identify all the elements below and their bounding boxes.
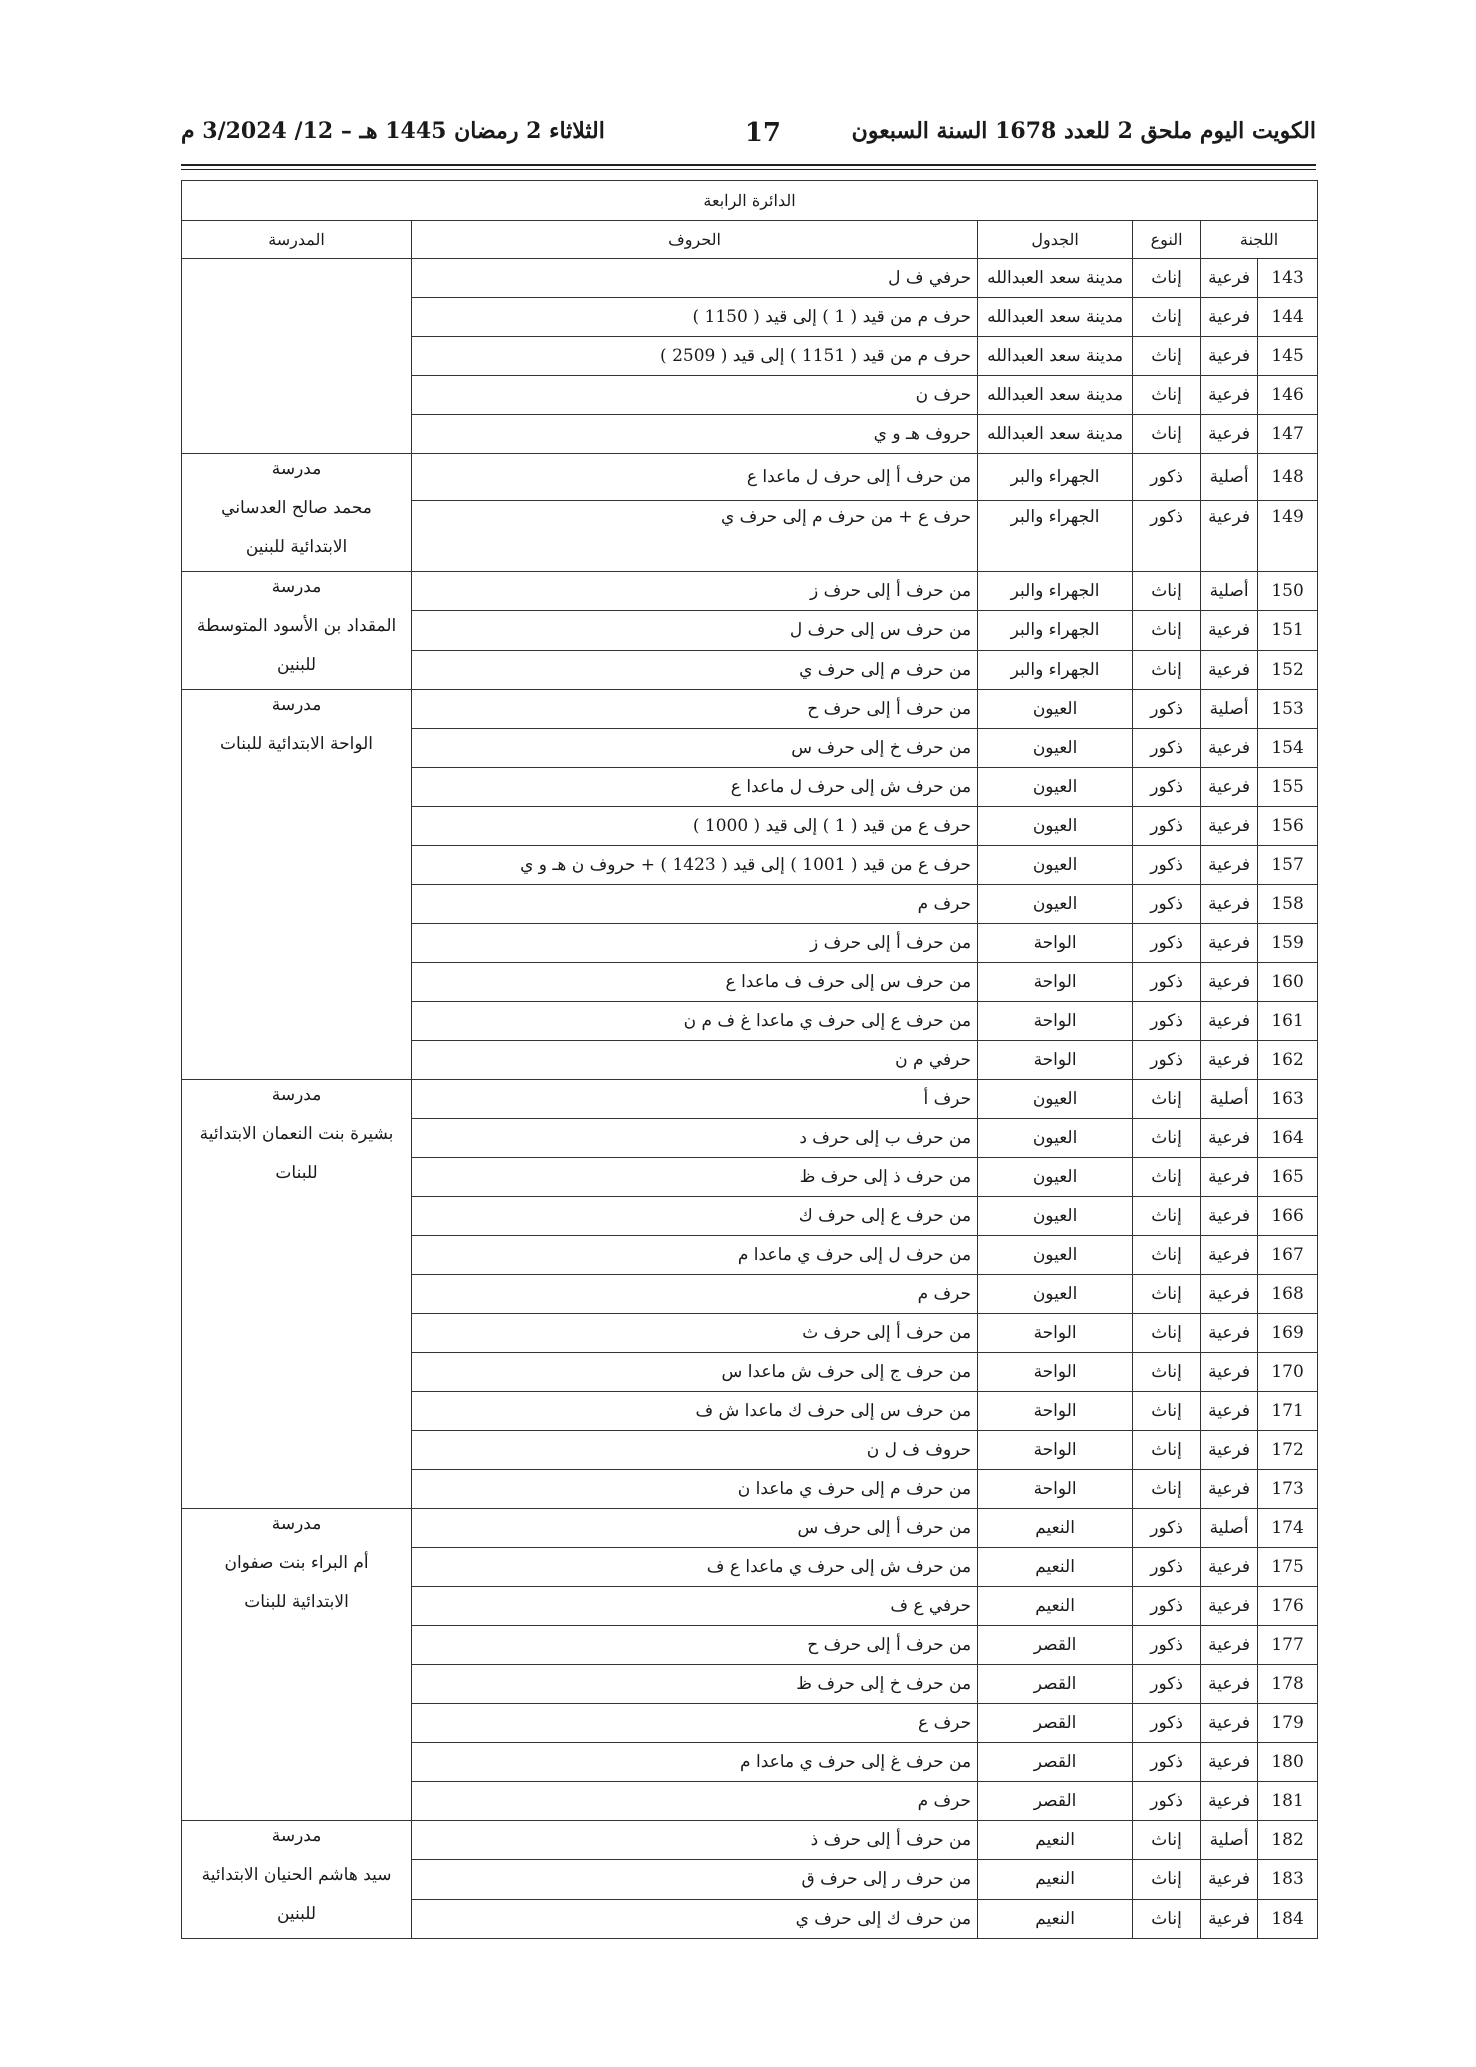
schedule-name: العيون	[978, 1275, 1133, 1314]
committee-kind: أصلية	[1201, 1821, 1258, 1860]
letters-range: حرف م من قيد ( 1 ) إلى قيد ( 1150 )	[412, 298, 978, 337]
schedule-name: النعيم	[978, 1821, 1133, 1860]
school-cell	[182, 1080, 412, 1509]
committee-number: 156	[1258, 807, 1318, 846]
voter-gender: إناث	[1133, 1314, 1201, 1353]
school-name-line: المقداد بن الأسود المتوسطة	[196, 616, 397, 636]
letters-range: من حرف س إلى حرف ك ماعدا ش ف	[412, 1392, 978, 1431]
table-row	[182, 1080, 1318, 1119]
committee-kind: فرعية	[1201, 337, 1258, 376]
schedule-name: العيون	[978, 885, 1133, 924]
committee-number: 164	[1258, 1119, 1318, 1158]
letters-range: من حرف خ إلى حرف س	[412, 729, 978, 768]
voter-gender: ذكور	[1133, 690, 1201, 729]
committee-number: 158	[1258, 885, 1318, 924]
committee-kind: فرعية	[1201, 1626, 1258, 1665]
letters-range: من حرف غ إلى حرف ي ماعدا م	[412, 1743, 978, 1782]
committee-kind: فرعية	[1201, 1860, 1258, 1899]
schedule-name: الواحة	[978, 924, 1133, 963]
voter-gender: ذكور	[1133, 1041, 1201, 1080]
voter-gender: ذكور	[1133, 1743, 1201, 1782]
voter-gender: ذكور	[1133, 1548, 1201, 1587]
committee-number: 151	[1258, 611, 1318, 650]
header-rule-thin	[181, 169, 1316, 170]
letters-range: من حرف أ إلى حرف ح	[412, 690, 978, 729]
page-header	[181, 118, 1316, 158]
schedule-name: مدينة سعد العبدالله	[978, 376, 1133, 415]
committee-number: 160	[1258, 963, 1318, 1002]
schedule-name: مدينة سعد العبدالله	[978, 337, 1133, 376]
section-title: الدائرة الرابعة	[182, 181, 1318, 221]
table-row	[182, 259, 1318, 298]
committee-kind: أصلية	[1201, 690, 1258, 729]
letters-range: حرف ع	[412, 1704, 978, 1743]
school-name-line: الابتدائية للبنات	[244, 1592, 349, 1612]
column-header-letters: الحروف	[412, 221, 978, 259]
letters-range: من حرف خ إلى حرف ظ	[412, 1665, 978, 1704]
letters-range: من حرف م إلى حرف ي	[412, 650, 978, 689]
voter-gender: إناث	[1133, 1392, 1201, 1431]
voter-gender: إناث	[1133, 337, 1201, 376]
letters-range: من حرف ك إلى حرف ي	[412, 1899, 978, 1938]
committee-number: 183	[1258, 1860, 1318, 1899]
school-name-line: مدرسة	[271, 1826, 322, 1846]
voter-gender: ذكور	[1133, 1782, 1201, 1821]
column-header-committee: اللجنة	[1201, 221, 1318, 259]
voter-gender: إناث	[1133, 1197, 1201, 1236]
committee-kind: فرعية	[1201, 807, 1258, 846]
schedule-name: العيون	[978, 846, 1133, 885]
committee-number: 147	[1258, 415, 1318, 454]
table-body	[182, 259, 1318, 1939]
committee-kind: فرعية	[1201, 1392, 1258, 1431]
voter-gender: إناث	[1133, 572, 1201, 611]
letters-range: من حرف أ إلى حرف ذ	[412, 1821, 978, 1860]
voter-gender: إناث	[1133, 1236, 1201, 1275]
committee-number: 162	[1258, 1041, 1318, 1080]
schedule-name: العيون	[978, 1236, 1133, 1275]
letters-range: من حرف م إلى حرف ي ماعدا ن	[412, 1470, 978, 1509]
schedule-name: الجهراء والبر	[978, 454, 1133, 501]
letters-range: من حرف ذ إلى حرف ظ	[412, 1158, 978, 1197]
letters-range: من حرف أ إلى حرف س	[412, 1509, 978, 1548]
schedule-name: الجهراء والبر	[978, 650, 1133, 689]
schedule-name: النعيم	[978, 1860, 1133, 1899]
schedule-name: القصر	[978, 1743, 1133, 1782]
committee-number: 169	[1258, 1314, 1318, 1353]
letters-range: من حرف ب إلى حرف د	[412, 1119, 978, 1158]
committee-number: 170	[1258, 1353, 1318, 1392]
schedule-name: القصر	[978, 1665, 1133, 1704]
table-row	[182, 690, 1318, 729]
letters-range: من حرف ش إلى حرف ل ماعدا ع	[412, 768, 978, 807]
voter-gender: إناث	[1133, 611, 1201, 650]
committee-kind: فرعية	[1201, 1704, 1258, 1743]
letters-range: من حرف ع إلى حرف ك	[412, 1197, 978, 1236]
table-row	[182, 454, 1318, 501]
school-name-line: للبنين	[276, 1904, 317, 1924]
school-name-line: الابتدائية للبنين	[245, 537, 348, 557]
committee-number: 184	[1258, 1899, 1318, 1938]
committee-kind: فرعية	[1201, 415, 1258, 454]
schedule-name: العيون	[978, 807, 1133, 846]
committee-kind: فرعية	[1201, 611, 1258, 650]
voter-gender: ذكور	[1133, 768, 1201, 807]
schedule-name: القصر	[978, 1782, 1133, 1821]
column-header-school: المدرسة	[182, 221, 412, 259]
school-cell	[182, 1509, 412, 1821]
committee-kind: فرعية	[1201, 768, 1258, 807]
committee-number: 177	[1258, 1626, 1318, 1665]
committee-number: 143	[1258, 259, 1318, 298]
voter-gender: إناث	[1133, 1119, 1201, 1158]
voter-gender: ذكور	[1133, 729, 1201, 768]
letters-range: حروف ف ل ن	[412, 1431, 978, 1470]
committee-number: 157	[1258, 846, 1318, 885]
committee-kind: فرعية	[1201, 924, 1258, 963]
committee-number: 180	[1258, 1743, 1318, 1782]
letters-range: حرف م	[412, 1275, 978, 1314]
school-name-line: مدرسة	[271, 577, 322, 597]
letters-range: من حرف ج إلى حرف ش ماعدا س	[412, 1353, 978, 1392]
committee-number: 144	[1258, 298, 1318, 337]
school-name-line: أم البراء بنت صفوان	[224, 1553, 369, 1573]
voter-gender: إناث	[1133, 415, 1201, 454]
committee-number: 145	[1258, 337, 1318, 376]
table-row	[182, 1509, 1318, 1548]
voter-gender: إناث	[1133, 1431, 1201, 1470]
committee-number: 159	[1258, 924, 1318, 963]
committee-number: 148	[1258, 454, 1318, 501]
schedule-name: القصر	[978, 1704, 1133, 1743]
voter-gender: إناث	[1133, 1821, 1201, 1860]
letters-range: من حرف ش إلى حرف ي ماعدا ع ف	[412, 1548, 978, 1587]
committee-number: 165	[1258, 1158, 1318, 1197]
voter-gender: ذكور	[1133, 1587, 1201, 1626]
voter-gender: إناث	[1133, 298, 1201, 337]
voter-gender: إناث	[1133, 1158, 1201, 1197]
school-name-line: محمد صالح العدساني	[221, 498, 372, 518]
committee-number: 174	[1258, 1509, 1318, 1548]
schedule-name: الواحة	[978, 1392, 1133, 1431]
letters-range: من حرف أ إلى حرف ز	[412, 924, 978, 963]
committee-number: 182	[1258, 1821, 1318, 1860]
committee-kind: فرعية	[1201, 650, 1258, 689]
committee-kind: فرعية	[1201, 1899, 1258, 1938]
letters-range: حرفي ف ل	[412, 259, 978, 298]
school-name-line: مدرسة	[271, 1514, 322, 1534]
voter-gender: ذكور	[1133, 500, 1201, 571]
schedule-name: العيون	[978, 690, 1133, 729]
committee-number: 179	[1258, 1704, 1318, 1743]
committee-kind: فرعية	[1201, 1314, 1258, 1353]
voter-gender: ذكور	[1133, 807, 1201, 846]
letters-range: حرفي م ن	[412, 1041, 978, 1080]
voter-gender: ذكور	[1133, 454, 1201, 501]
voter-gender: إناث	[1133, 376, 1201, 415]
committee-number: 152	[1258, 650, 1318, 689]
letters-range: من حرف أ إلى حرف ز	[412, 572, 978, 611]
committee-kind: فرعية	[1201, 1548, 1258, 1587]
school-name-line: سيد هاشم الحنيان الابتدائية	[201, 1865, 392, 1885]
voter-gender: ذكور	[1133, 1704, 1201, 1743]
school-cell	[182, 259, 412, 454]
committee-number: 166	[1258, 1197, 1318, 1236]
letters-range: من حرف س إلى حرف ل	[412, 611, 978, 650]
voter-gender: إناث	[1133, 650, 1201, 689]
committee-number: 167	[1258, 1236, 1318, 1275]
schedule-name: العيون	[978, 1158, 1133, 1197]
committee-kind: فرعية	[1201, 1470, 1258, 1509]
schedule-name: مدينة سعد العبدالله	[978, 259, 1133, 298]
committee-kind: فرعية	[1201, 963, 1258, 1002]
school-cell	[182, 1821, 412, 1939]
schedule-name: العيون	[978, 1080, 1133, 1119]
committee-kind: فرعية	[1201, 1665, 1258, 1704]
committee-number: 155	[1258, 768, 1318, 807]
committee-number: 173	[1258, 1470, 1318, 1509]
committees-table	[181, 180, 1318, 1939]
schedule-name: مدينة سعد العبدالله	[978, 298, 1133, 337]
committee-kind: فرعية	[1201, 1431, 1258, 1470]
committee-kind: فرعية	[1201, 376, 1258, 415]
schedule-name: الواحة	[978, 1041, 1133, 1080]
committee-kind: فرعية	[1201, 500, 1258, 571]
schedule-name: العيون	[978, 768, 1133, 807]
letters-range: من حرف س إلى حرف ف ماعدا ع	[412, 963, 978, 1002]
committee-kind: فرعية	[1201, 885, 1258, 924]
committee-number: 154	[1258, 729, 1318, 768]
letters-range: حرف ن	[412, 376, 978, 415]
committee-number: 146	[1258, 376, 1318, 415]
committee-number: 175	[1258, 1548, 1318, 1587]
committee-number: 168	[1258, 1275, 1318, 1314]
committee-kind: فرعية	[1201, 1002, 1258, 1041]
school-name-line: للبنين	[276, 655, 317, 675]
voter-gender: إناث	[1133, 1353, 1201, 1392]
schedule-name: الواحة	[978, 963, 1133, 1002]
committee-kind: فرعية	[1201, 1119, 1258, 1158]
letters-range: من حرف ر إلى حرف ق	[412, 1860, 978, 1899]
letters-range: من حرف ل إلى حرف ي ماعدا م	[412, 1236, 978, 1275]
letters-range: حرف م	[412, 1782, 978, 1821]
voter-gender: ذكور	[1133, 1626, 1201, 1665]
voter-gender: إناث	[1133, 1899, 1201, 1938]
letters-range: حرفي ع ف	[412, 1587, 978, 1626]
schedule-name: العيون	[978, 1197, 1133, 1236]
letters-range: من حرف أ إلى حرف ث	[412, 1314, 978, 1353]
school-name-line: بشيرة بنت النعمان الابتدائية	[199, 1124, 394, 1144]
committee-kind: فرعية	[1201, 1197, 1258, 1236]
committee-number: 163	[1258, 1080, 1318, 1119]
committee-kind: فرعية	[1201, 259, 1258, 298]
committee-kind: أصلية	[1201, 454, 1258, 501]
voter-gender: ذكور	[1133, 1665, 1201, 1704]
committee-kind: أصلية	[1201, 572, 1258, 611]
committee-kind: فرعية	[1201, 846, 1258, 885]
issue-date: الثلاثاء 2 رمضان 1445 هـ – 12/ 3/2024 م	[181, 118, 605, 144]
letters-range: حرف م من قيد ( 1151 ) إلى قيد ( 2509 )	[412, 337, 978, 376]
header-rule-thick	[181, 164, 1316, 166]
letters-range: من حرف أ إلى حرف ح	[412, 1626, 978, 1665]
school-name-line: مدرسة	[271, 459, 322, 479]
voter-gender: ذكور	[1133, 924, 1201, 963]
letters-range: حروف هـ و ي	[412, 415, 978, 454]
schedule-name: الجهراء والبر	[978, 500, 1133, 571]
schedule-name: الواحة	[978, 1353, 1133, 1392]
school-name-line: مدرسة	[271, 1085, 322, 1105]
committee-number: 153	[1258, 690, 1318, 729]
committee-kind: فرعية	[1201, 1041, 1258, 1080]
letters-range: من حرف أ إلى حرف ل ماعدا ع	[412, 454, 978, 501]
schedule-name: الجهراء والبر	[978, 611, 1133, 650]
committee-kind: فرعية	[1201, 1236, 1258, 1275]
letters-range: من حرف ع إلى حرف ي ماعدا غ ف م ن	[412, 1002, 978, 1041]
voter-gender: ذكور	[1133, 846, 1201, 885]
committee-kind: فرعية	[1201, 1275, 1258, 1314]
column-header-type: النوع	[1133, 221, 1201, 259]
voter-gender: ذكور	[1133, 963, 1201, 1002]
schedule-name: النعيم	[978, 1548, 1133, 1587]
schedule-name: الواحة	[978, 1314, 1133, 1353]
letters-range: حرف ع من قيد ( 1 ) إلى قيد ( 1000 )	[412, 807, 978, 846]
school-cell	[182, 690, 412, 1080]
voter-gender: ذكور	[1133, 1509, 1201, 1548]
voter-gender: ذكور	[1133, 1002, 1201, 1041]
schedule-name: الواحة	[978, 1431, 1133, 1470]
letters-range: حرف م	[412, 885, 978, 924]
schedule-name: الواحة	[978, 1002, 1133, 1041]
school-cell	[182, 572, 412, 690]
committee-number: 178	[1258, 1665, 1318, 1704]
committee-kind: فرعية	[1201, 1587, 1258, 1626]
committee-number: 172	[1258, 1431, 1318, 1470]
school-cell	[182, 454, 412, 572]
letters-range: حرف ع من قيد ( 1001 ) إلى قيد ( 1423 ) + حروف ن هـ و ي	[412, 846, 978, 885]
table-row	[182, 1821, 1318, 1860]
committee-number: 150	[1258, 572, 1318, 611]
schedule-name: العيون	[978, 729, 1133, 768]
voter-gender: إناث	[1133, 259, 1201, 298]
schedule-name: الواحة	[978, 1470, 1133, 1509]
schedule-name: النعيم	[978, 1587, 1133, 1626]
schedule-name: العيون	[978, 1119, 1133, 1158]
schedule-name: النعيم	[978, 1899, 1133, 1938]
voter-gender: إناث	[1133, 1860, 1201, 1899]
page-number: 17	[744, 118, 781, 148]
committee-kind: أصلية	[1201, 1080, 1258, 1119]
committee-number: 161	[1258, 1002, 1318, 1041]
publication-title: الكويت اليوم ملحق 2 للعدد 1678 السنة السبعون	[851, 118, 1316, 144]
school-name-line: مدرسة	[271, 695, 322, 715]
committee-kind: فرعية	[1201, 1743, 1258, 1782]
committee-kind: فرعية	[1201, 298, 1258, 337]
schedule-name: الجهراء والبر	[978, 572, 1133, 611]
letters-range: حرف أ	[412, 1080, 978, 1119]
committee-number: 149	[1258, 500, 1318, 571]
committee-kind: فرعية	[1201, 1782, 1258, 1821]
committee-number: 176	[1258, 1587, 1318, 1626]
voter-gender: إناث	[1133, 1275, 1201, 1314]
schedule-name: النعيم	[978, 1509, 1133, 1548]
schedule-name: مدينة سعد العبدالله	[978, 415, 1133, 454]
committee-kind: فرعية	[1201, 729, 1258, 768]
voter-gender: إناث	[1133, 1080, 1201, 1119]
committee-kind: فرعية	[1201, 1353, 1258, 1392]
committee-number: 181	[1258, 1782, 1318, 1821]
letters-range: حرف ع + من حرف م إلى حرف ي	[412, 500, 978, 571]
committee-number: 171	[1258, 1392, 1318, 1431]
school-name-line: الواحة الابتدائية للبنات	[220, 734, 374, 754]
voter-gender: إناث	[1133, 1470, 1201, 1509]
column-header-schedule: الجدول	[978, 221, 1133, 259]
committee-kind: فرعية	[1201, 1158, 1258, 1197]
voter-gender: ذكور	[1133, 885, 1201, 924]
table-row	[182, 572, 1318, 611]
school-name-line: للبنات	[275, 1163, 318, 1183]
schedule-name: القصر	[978, 1626, 1133, 1665]
committee-kind: أصلية	[1201, 1509, 1258, 1548]
